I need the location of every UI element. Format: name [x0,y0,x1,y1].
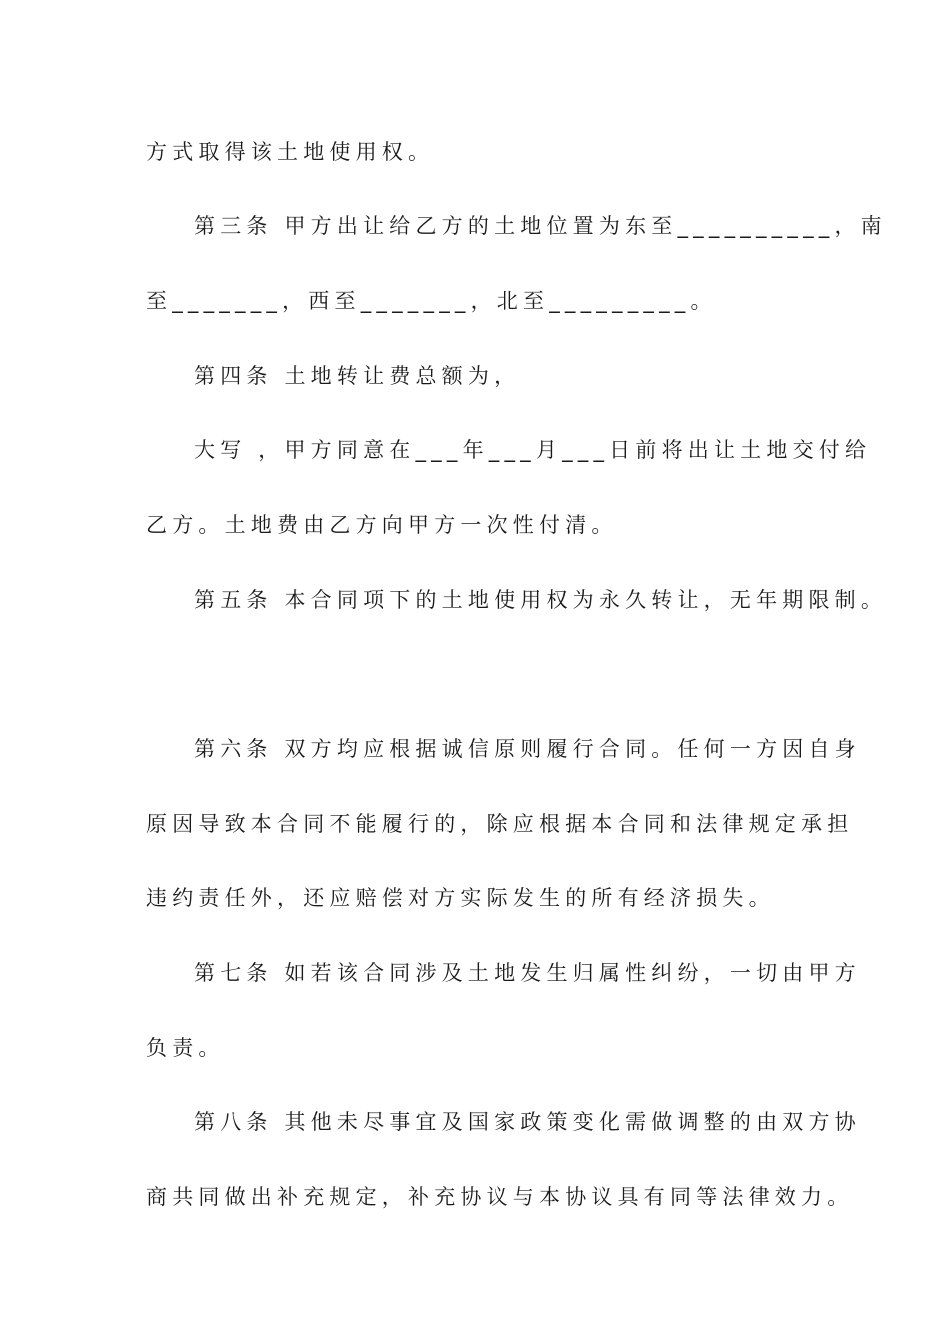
article-6-line-3: 违约责任外，还应赔偿对方实际发生的所有经济损失。 [146,886,775,910]
article-4-line-2: 大写 ，甲方同意在___年___月___日前将出让土地交付给 [194,438,872,462]
article-6-line-2: 原因导致本合同不能履行的，除应根据本合同和法律规定承担 [146,812,854,836]
article-7-line-1: 第七条 如若该合同涉及土地发生归属性纠纷，一切由甲方 [194,961,861,985]
article-5-line-1: 第五条 本合同项下的土地使用权为永久转让，无年期限制。 [194,588,888,612]
article-7-line-2: 负责。 [146,1036,225,1060]
article-8-line-2: 商共同做出补充规定，补充协议与本协议具有同等法律效力。 [146,1185,854,1209]
article-3-line-1: 第三条 甲方出让给乙方的土地位置为东至__________，南 [194,214,887,238]
article-8-line-1: 第八条 其他未尽事宜及国家政策变化需做调整的由双方协 [194,1110,861,1134]
article-4-line-3: 乙方。土地费由乙方向甲方一次性付清。 [146,513,618,537]
article-4-line-1: 第四条 土地转让费总额为， [194,364,521,388]
article-6-line-1: 第六条 双方均应根据诚信原则履行合同。任何一方因自身 [194,737,861,761]
article-3-line-2: 至_______，西至_______，北至_________。 [146,289,717,313]
text-line: 方式取得该土地使用权。 [146,140,435,164]
